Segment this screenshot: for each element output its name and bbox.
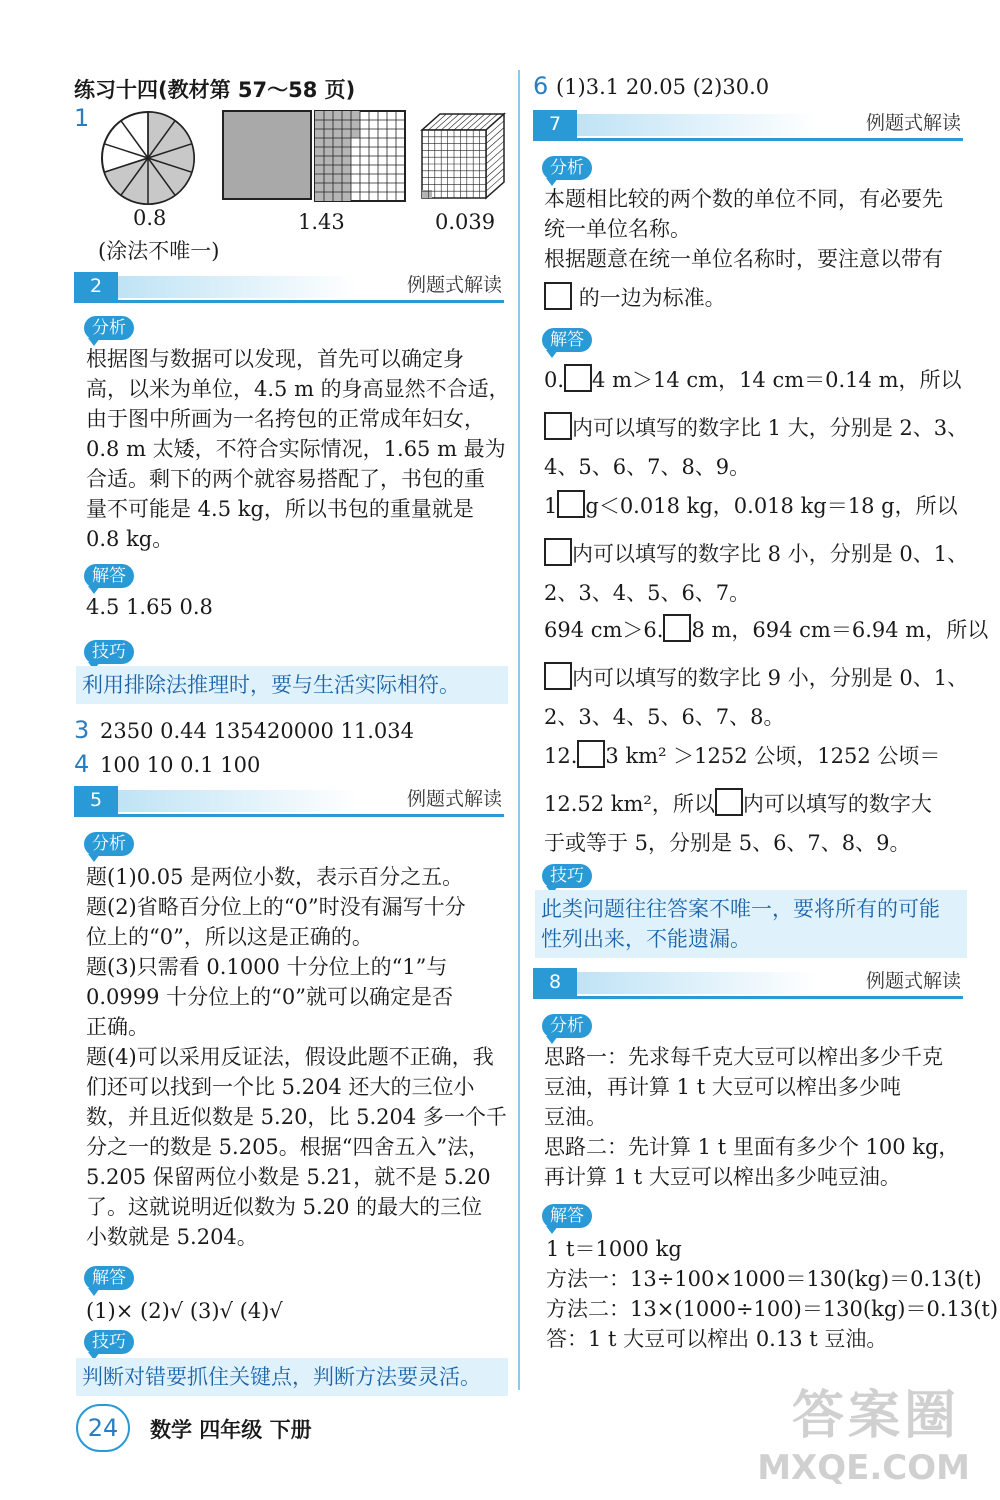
column-divider — [518, 70, 520, 1390]
caption-cube: 0.039 — [435, 210, 496, 234]
text-line: 位上的“0”，所以这是正确的。 — [86, 925, 373, 949]
banner-label: 例题式解读 — [406, 788, 502, 810]
q2-banner — [74, 272, 504, 303]
q1-number: 1 — [74, 104, 90, 132]
text-line: 0.8 m 太矮，不符合实际情况，1.65 m 最为 — [86, 437, 506, 461]
q2-answer: 4.5 1.65 0.8 — [86, 595, 213, 619]
banner-label: 例题式解读 — [406, 274, 502, 296]
text-fragment: 内可以填写的数字比 9 小，分别是 0、1、 — [572, 666, 969, 690]
q7-answer-line-2 — [544, 412, 968, 443]
analysis-tag: 分析 — [542, 156, 592, 180]
q1-note: (涂法不唯一) — [98, 239, 220, 263]
banner-label: 例题式解读 — [865, 970, 961, 992]
text-line: 分之一的数是 5.205。根据“四舍五入”法， — [86, 1135, 490, 1159]
text-line: 性列出来，不能遗漏。 — [541, 927, 751, 951]
text-line: 答：1 t 大豆可以榨出 0.13 t 豆油。 — [546, 1327, 888, 1351]
text-fragment: 内可以填写的数字比 8 小，分别是 0、1、 — [572, 542, 969, 566]
text-line: 方法二：13×(1000÷100)＝130(kg)＝0.13(t) — [546, 1297, 999, 1321]
analysis-tag: 分析 — [84, 316, 134, 340]
q7-analysis-tail — [544, 282, 726, 313]
text-line: 统一单位名称。 — [544, 217, 691, 241]
text-line: 根据图与数据可以发现，首先可以确定身 — [86, 347, 464, 371]
blank-box — [544, 538, 572, 566]
q4-number: 4 — [74, 750, 90, 778]
q7-answer-line-10 — [544, 740, 940, 771]
blank-box — [544, 412, 572, 440]
text-line: 题(4)可以采用反证法，假设此题不正确，我 — [86, 1045, 494, 1069]
text-line: 了。这就说明近似数为 5.20 的最大的三位 — [86, 1195, 483, 1219]
watermark-url: MXQE.COM — [757, 1448, 970, 1488]
text-line: 题(3)只需看 0.1000 十分位上的“1”与 — [86, 955, 448, 979]
q8-analysis — [544, 1042, 959, 1192]
q7-answer-line-11 — [544, 788, 932, 819]
text-line: 思路一：先求每千克大豆可以榨出多少千克 — [544, 1045, 943, 1069]
text-line: 1 t＝1000 kg — [546, 1237, 682, 1261]
text-line: 0.8 kg。 — [86, 527, 174, 551]
banner-fade — [118, 790, 358, 812]
q3-answer: 2350 0.44 135420000 11.034 — [100, 719, 414, 743]
text-line: 根据题意在统一单位名称时，要注意以带有 — [544, 247, 943, 271]
text-line: 高，以米为单位，4.5 m 的身高显然不合适， — [86, 377, 510, 401]
q7-tip — [535, 890, 967, 958]
q8-banner — [533, 968, 963, 999]
section-title: 练习十四(教材第 57～58 页) — [74, 78, 356, 102]
text-line: 正确。 — [86, 1015, 149, 1039]
text-line: 合适。剩下的两个就容易搭配了，书包的重 — [86, 467, 485, 491]
text-line: 本题相比较的两个数的单位不同，有必要先 — [544, 187, 943, 211]
blank-box — [544, 282, 572, 310]
text-fragment: g＜0.018 kg，0.018 kg＝18 g，所以 — [585, 494, 958, 518]
text-line: 5.205 保留两位小数是 5.21，就不是 5.20 — [86, 1165, 491, 1189]
text-line: 题(1)0.05 是两位小数，表示百分之五。 — [86, 865, 464, 889]
q4-answer: 100 10 0.1 100 — [100, 753, 261, 777]
q7-number: 7 — [533, 110, 577, 138]
cube-figure — [420, 112, 506, 200]
banner-fade — [577, 114, 817, 136]
text-line: 小数就是 5.204。 — [86, 1225, 258, 1249]
text-line: 豆油，再计算 1 t 大豆可以榨出多少吨 — [544, 1075, 901, 1099]
q2-analysis — [86, 344, 510, 554]
footer-subject: 数学 四年级 下册 — [150, 1418, 312, 1442]
q7-answer-line-7 — [544, 614, 988, 645]
text-line: 由于图中所画为一名挎包的正常成年妇女， — [86, 407, 485, 431]
text-line: 量不可能是 4.5 kg，所以书包的重量就是 — [86, 497, 474, 521]
full-square-figure — [222, 110, 312, 200]
q8-number: 8 — [533, 968, 577, 996]
answer-tag: 解答 — [542, 1204, 592, 1228]
q6-answer: (1)3.1 20.05 (2)30.0 — [556, 75, 770, 99]
text-line: 再计算 1 t 大豆可以榨出多少吨豆油。 — [544, 1165, 901, 1189]
answer-tag: 解答 — [542, 328, 592, 352]
q5-answer: (1)× (2)√ (3)√ (4)√ — [86, 1299, 283, 1323]
text-line: 题(2)省略百分位上的“0”时没有漏写十分 — [86, 895, 466, 919]
q7-banner — [533, 110, 963, 141]
pie-circle-figure — [100, 110, 196, 206]
text-line: 数，并且近似数是 5.20，比 5.204 多一个千 — [86, 1105, 507, 1129]
q5-tip: 判断对错要抓住关键点，判断方法要灵活。 — [76, 1358, 508, 1396]
analysis-tag: 分析 — [542, 1014, 592, 1038]
q5-analysis — [86, 862, 507, 1252]
text-line: 此类问题往往答案不唯一，要将所有的可能 — [541, 897, 940, 921]
q5-banner — [74, 786, 504, 817]
banner-fade — [118, 276, 358, 298]
text-fragment: 4 m＞14 cm，14 cm＝0.14 m，所以 — [592, 368, 962, 392]
blank-box — [577, 740, 605, 768]
text-fragment: 1 — [544, 494, 558, 518]
banner-label: 例题式解读 — [865, 112, 961, 134]
text-fragment: 0. — [544, 368, 565, 392]
answer-tag: 解答 — [84, 1266, 134, 1290]
q7-answer-line-12: 于或等于 5，分别是 5、6、7、8、9。 — [544, 831, 911, 855]
text-line: 方法一：13÷100×1000＝130(kg)＝0.13(t) — [546, 1267, 982, 1291]
answer-tag: 解答 — [84, 564, 134, 588]
q7-answer-line-8 — [544, 662, 968, 693]
text-fragment: 内可以填写的数字比 1 大，分别是 2、3、 — [572, 416, 969, 440]
tip-tag: 技巧 — [84, 640, 134, 664]
text-line: 们还可以找到一个比 5.204 还大的三位小 — [86, 1075, 475, 1099]
q2-number: 2 — [74, 272, 118, 300]
text-fragment: 8 m，694 cm＝6.94 m，所以 — [691, 618, 989, 642]
page-number: 24 — [76, 1404, 130, 1452]
q7-answer-line-5 — [544, 538, 968, 569]
blank-box — [715, 788, 743, 816]
caption-square: 1.43 — [298, 210, 345, 234]
q2-tip: 利用排除法推理时，要与生活实际相符。 — [76, 666, 508, 704]
caption-circle: 0.8 — [133, 206, 167, 230]
blank-box — [557, 490, 585, 518]
q7-answer-line-3: 4、5、6、7、8、9。 — [544, 455, 751, 479]
blank-box — [544, 662, 572, 690]
text-line: 的一边为标准。 — [578, 286, 726, 310]
blank-box — [663, 614, 691, 642]
q3-number: 3 — [74, 716, 90, 744]
text-fragment: 12. — [544, 744, 578, 768]
q8-answer — [546, 1234, 998, 1354]
banner-fade — [577, 972, 817, 994]
analysis-tag: 分析 — [84, 832, 134, 856]
text-fragment: 12.52 km²，所以 — [544, 792, 715, 816]
q5-number: 5 — [74, 786, 118, 814]
tip-tag: 技巧 — [542, 864, 592, 888]
q7-answer-line-6: 2、3、4、5、6、7。 — [544, 581, 751, 605]
q7-answer-line-9: 2、3、4、5、6、7、8。 — [544, 705, 785, 729]
text-line: 0.0999 十分位上的“0”就可以确定是否 — [86, 985, 453, 1009]
text-line: 思路二：先计算 1 t 里面有多少个 100 kg， — [544, 1135, 960, 1159]
q6-number: 6 — [533, 72, 549, 100]
blank-box — [564, 364, 592, 392]
text-fragment: 内可以填写的数字大 — [742, 792, 932, 816]
q7-answer-line-4 — [544, 490, 958, 521]
text-line: 豆油。 — [544, 1105, 607, 1129]
text-fragment: 694 cm＞6. — [544, 618, 664, 642]
text-fragment: 3 km² ＞1252 公顷，1252 公顷＝ — [605, 744, 941, 768]
grid-square-figure — [314, 110, 406, 202]
q7-analysis — [544, 184, 943, 274]
q7-answer-line-1 — [544, 364, 961, 395]
tip-tag: 技巧 — [84, 1330, 134, 1354]
watermark-logo: 答案圈 — [791, 1386, 960, 1446]
